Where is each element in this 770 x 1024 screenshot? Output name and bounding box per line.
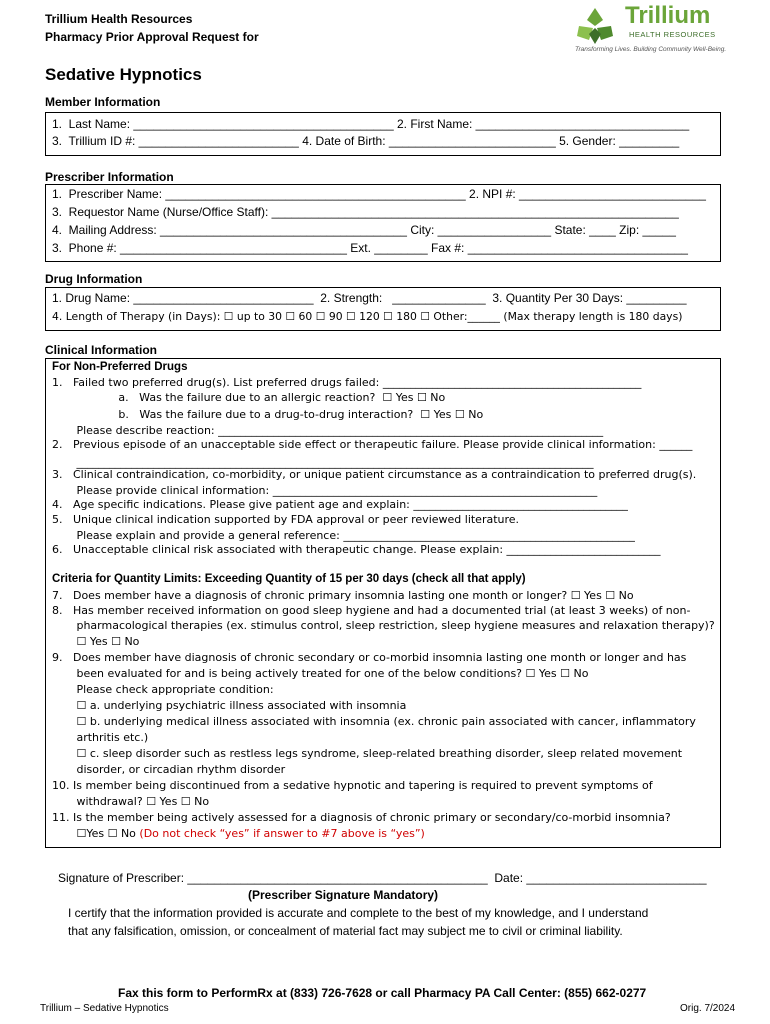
drug-line-1[interactable]: 1. Drug Name: ___________________________ 2. Strength: ______________ 3. Quantity Per 30 Days: _________ (52, 291, 687, 305)
quantity-limit-line[interactable]: been evaluated for and is being actively treated for one of the below conditions? ☐ Yes ☐ No (52, 667, 589, 680)
quantity-limit-line[interactable]: 10. Is member being discontinued from a sedative hypnotic and tapering is required to prevent symptoms of (52, 779, 653, 792)
prescriber-line-3[interactable]: 4. Mailing Address: _____________________________________ City: _________________ State: ____ Zip: _____ (52, 223, 676, 237)
clinical-line[interactable]: ______________________________________________________________________________________________ (52, 456, 594, 469)
page-title: Sedative Hypnotics (45, 65, 202, 84)
quantity-limit-line[interactable]: 7. Does member have a diagnosis of chronic primary insomnia lasting one month or longer? ☐ Yes ☐ No (52, 589, 634, 602)
form-title: Pharmacy Prior Approval Request for (45, 30, 259, 44)
clinical-line[interactable]: 2. Previous episode of an unacceptable side effect or therapeutic failure. Please provide clinical information: ______ (52, 438, 693, 451)
clinical-line[interactable]: 3. Clinical contraindication, co-morbidity, or unique patient circumstance as a contraindication to preferred drug(s). (52, 468, 697, 481)
clinical-line[interactable]: a. Was the failure due to an allergic reaction? ☐ Yes ☐ No (52, 391, 446, 404)
clinical-heading: Clinical Information (45, 343, 158, 357)
drug-heading: Drug Information (45, 272, 143, 286)
clinical-line[interactable]: 5. Unique clinical indication supported by FDA approval or peer reviewed literature. (52, 513, 520, 526)
clinical-line[interactable]: 1. Failed two preferred drug(s). List preferred drugs failed: _______________________________________________ (52, 376, 642, 389)
quantity-limit-line[interactable]: pharmacological therapies (ex. stimulus control, sleep restriction, sleep hygiene measures and relaxation therapy)? (52, 619, 715, 632)
footer-left: Trillium – Sedative Hypnotics (40, 1003, 169, 1014)
certify-line-2: that any falsification, omission, or concealment of material fact may subject me to civil or criminal liability. (68, 924, 623, 938)
footer-right: Orig. 7/2024 (680, 1003, 736, 1014)
prescriber-line-1[interactable]: 1. Prescriber Name: _____________________________________________ 2. NPI #: ____________________________ (52, 187, 706, 201)
non-preferred-heading: For Non-Preferred Drugs (52, 361, 188, 373)
prescriber-heading: Prescriber Information (45, 170, 174, 184)
quantity-limit-line[interactable]: ☐ c. sleep disorder such as restless legs syndrome, sleep-related breathing disorder, sleep related movement (52, 747, 683, 760)
clinical-line[interactable]: 6. Unacceptable clinical risk associated with therapeutic change. Please explain: ____________________________ (52, 543, 661, 556)
prescriber-line-4[interactable]: 3. Phone #: __________________________________ Ext. ________ Fax #: _________________________________ (52, 241, 688, 255)
quantity-limit-line[interactable]: withdrawal? ☐ Yes ☐ No (52, 795, 210, 808)
logo-subtitle: HEALTH RESOURCES (629, 30, 716, 39)
certify-line-1: I certify that the information provided is accurate and complete to the best of my knowledge, and I understand (68, 906, 649, 920)
clinical-line[interactable]: b. Was the failure due to a drug-to-drug interaction? ☐ Yes ☐ No (52, 408, 484, 421)
logo-tagline: Transforming Lives. Building Community Well-Being. (575, 46, 727, 53)
drug-line-2[interactable]: 4. Length of Therapy (in Days): ☐ up to 30 ☐ 60 ☐ 90 ☐ 120 ☐ 180 ☐ Other:______ (Max therapy length is 180 days) (52, 310, 683, 323)
quantity-limit-line[interactable]: ☐ b. underlying medical illness associated with insomnia (ex. chronic pain associated with cancer, inflammatory (52, 715, 696, 728)
quantity-limit-line[interactable]: 11. Is the member being actively assessed for a diagnosis of chronic primary or secondary/co-morbid insomnia? (52, 811, 671, 824)
q11-warning: (Do not check “yes” if answer to #7 above is “yes”) (139, 827, 425, 840)
clinical-line[interactable]: 4. Age specific indications. Please give patient age and explain: _______________________________________ (52, 498, 628, 511)
quantity-limit-line[interactable]: 8. Has member received information on good sleep hygiene and had a documented trial (at least 3 weeks) of non- (52, 604, 691, 617)
org-name: Trillium Health Resources (45, 12, 193, 26)
clinical-line[interactable]: Please provide clinical information: ___________________________________________________________ (52, 484, 598, 497)
fax-instructions: Fax this form to PerformRx at (833) 726-7628 or call Pharmacy PA Call Center: (855) 662-0277 (118, 986, 647, 1000)
member-line-1[interactable]: 1. Last Name: _______________________________________ 2. First Name: ________________________________ (52, 117, 690, 131)
clinical-line[interactable]: Please explain and provide a general reference: _____________________________________________________ (52, 529, 635, 542)
clinical-line[interactable]: Please describe reaction: ______________________________________________________________________ (52, 424, 604, 437)
logo-name: Trillium (625, 2, 711, 29)
signature-mandatory: (Prescriber Signature Mandatory) (248, 888, 439, 902)
quantity-limit-line[interactable]: ☐ a. underlying psychiatric illness associated with insomnia (52, 699, 407, 712)
quantity-limit-line[interactable]: arthritis etc.) (52, 731, 149, 744)
prescriber-line-2[interactable]: 3. Requestor Name (Nurse/Office Staff): _____________________________________________________________ (52, 205, 679, 219)
quantity-limit-line[interactable]: disorder, or circadian rhythm disorder (52, 763, 286, 776)
signature-line[interactable]: Signature of Prescriber: _____________________________________________ Date: ___________________________ (58, 871, 707, 885)
quantity-limit-line[interactable]: Please check appropriate condition: (52, 683, 274, 696)
quantity-limit-line[interactable]: 9. Does member have diagnosis of chronic secondary or co-morbid insomnia lasting one month or longer and has (52, 651, 687, 664)
q11-checkboxes[interactable]: ☐Yes ☐ No (52, 827, 140, 840)
quantity-limits-heading: Criteria for Quantity Limits: Exceeding Quantity of 15 per 30 days (check all that apply) (52, 573, 526, 585)
quantity-limit-line[interactable]: ☐ Yes ☐ No (52, 635, 140, 648)
member-heading: Member Information (45, 95, 161, 109)
q11-answer-line[interactable] (52, 827, 425, 840)
trillium-logo (575, 4, 755, 56)
member-line-2[interactable]: 3. Trillium ID #: ________________________ 4. Date of Birth: _________________________ 5. Gender: _________ (52, 134, 680, 148)
